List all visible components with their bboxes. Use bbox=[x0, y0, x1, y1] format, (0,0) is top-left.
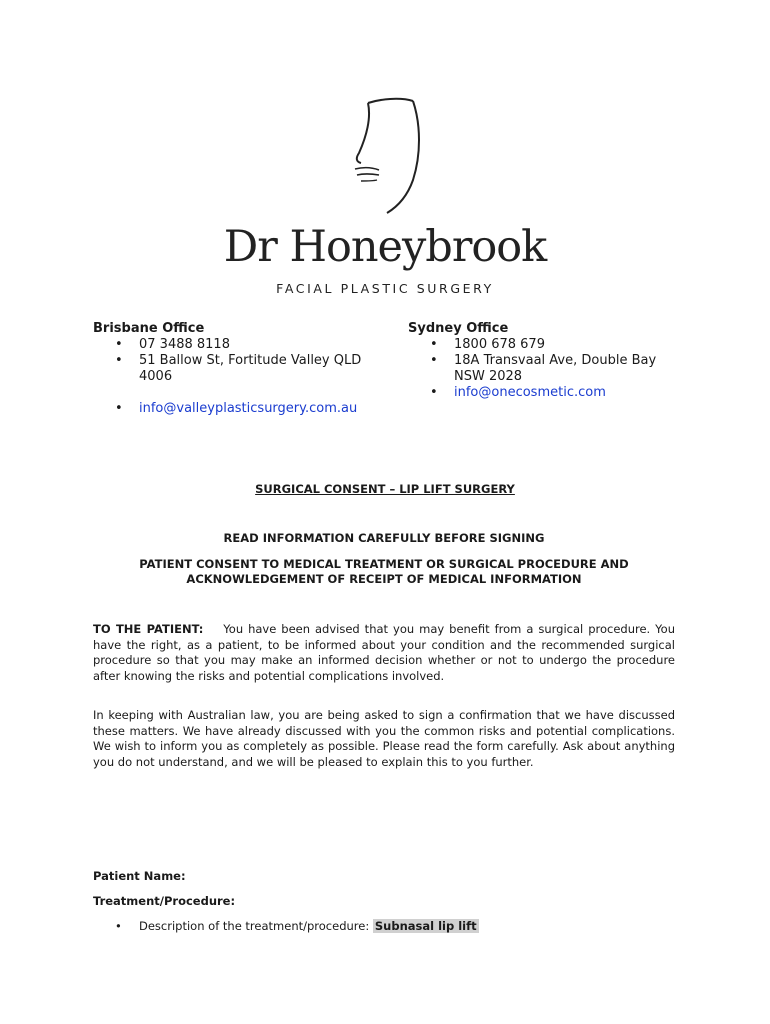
document-title: SURGICAL CONSENT – LIP LIFT SURGERY bbox=[255, 482, 515, 496]
brisbane-phone: • 07 3488 8118 bbox=[93, 337, 373, 353]
face-logo bbox=[0, 95, 770, 220]
sydney-email-item bbox=[408, 385, 688, 401]
description-value[interactable]: Subnasal lip lift bbox=[374, 919, 477, 933]
consent-heading: PATIENT CONSENT TO MEDICAL TREATMENT OR SURGICAL PROCEDURE AND ACKNOWLEDGEMENT OF RECEIPT OF MEDICAL INFORMATION bbox=[139, 557, 629, 586]
face-line-art-icon bbox=[325, 95, 445, 220]
to-patient-paragraph bbox=[93, 622, 675, 684]
brisbane-email-item bbox=[93, 401, 373, 417]
sydney-office-details bbox=[408, 337, 688, 401]
description-label: Description of the treatment/procedure: bbox=[139, 919, 370, 933]
patient-name-label: Patient Name: bbox=[93, 869, 186, 883]
brisbane-office bbox=[93, 321, 373, 417]
brisbane-office-title: Brisbane Office bbox=[93, 321, 205, 336]
sydney-phone: • 1800 678 679 bbox=[408, 337, 688, 353]
sydney-address: • 18A Transvaal Ave, Double Bay NSW 2028 bbox=[408, 353, 688, 385]
brand-name: Dr Honeybrook bbox=[223, 222, 547, 272]
brand-tagline: FACIAL PLASTIC SURGERY bbox=[276, 281, 494, 296]
sydney-office-title: Sydney Office bbox=[408, 321, 509, 336]
brisbane-address: • 51 Ballow St, Fortitude Valley QLD 4006 bbox=[93, 353, 373, 385]
brisbane-office-details bbox=[93, 337, 373, 417]
treatment-procedure-label: Treatment/Procedure: bbox=[93, 894, 236, 908]
brisbane-email-link[interactable]: info@valleyplasticsurgery.com.au bbox=[139, 401, 358, 416]
read-carefully-heading: READ INFORMATION CAREFULLY BEFORE SIGNING bbox=[223, 531, 545, 545]
description-item bbox=[115, 919, 479, 933]
sydney-office bbox=[408, 321, 688, 401]
australian-law-paragraph: In keeping with Australian law, you are being asked to sign a confirmation that we have discussed these matters. We have already discussed with you the common risks and potential complications. We wish to inform you as completely as possible. Please read the form carefully. Ask about anything you do not understand, and we will be pleased to explain this to you further. bbox=[93, 708, 675, 769]
sydney-email-link[interactable]: info@onecosmetic.com bbox=[454, 385, 606, 400]
bullet-icon: • bbox=[115, 919, 122, 933]
to-patient-text: You have been advised that you may benefit from a surgical procedure. You have the right, as a patient, to be informed about your condition and the recommended surgical procedure so that you may make an informed decision whether or not to undergo the procedure after knowing the risks and potential complications involved. bbox=[93, 622, 675, 683]
to-patient-label: TO THE PATIENT: bbox=[93, 622, 204, 636]
